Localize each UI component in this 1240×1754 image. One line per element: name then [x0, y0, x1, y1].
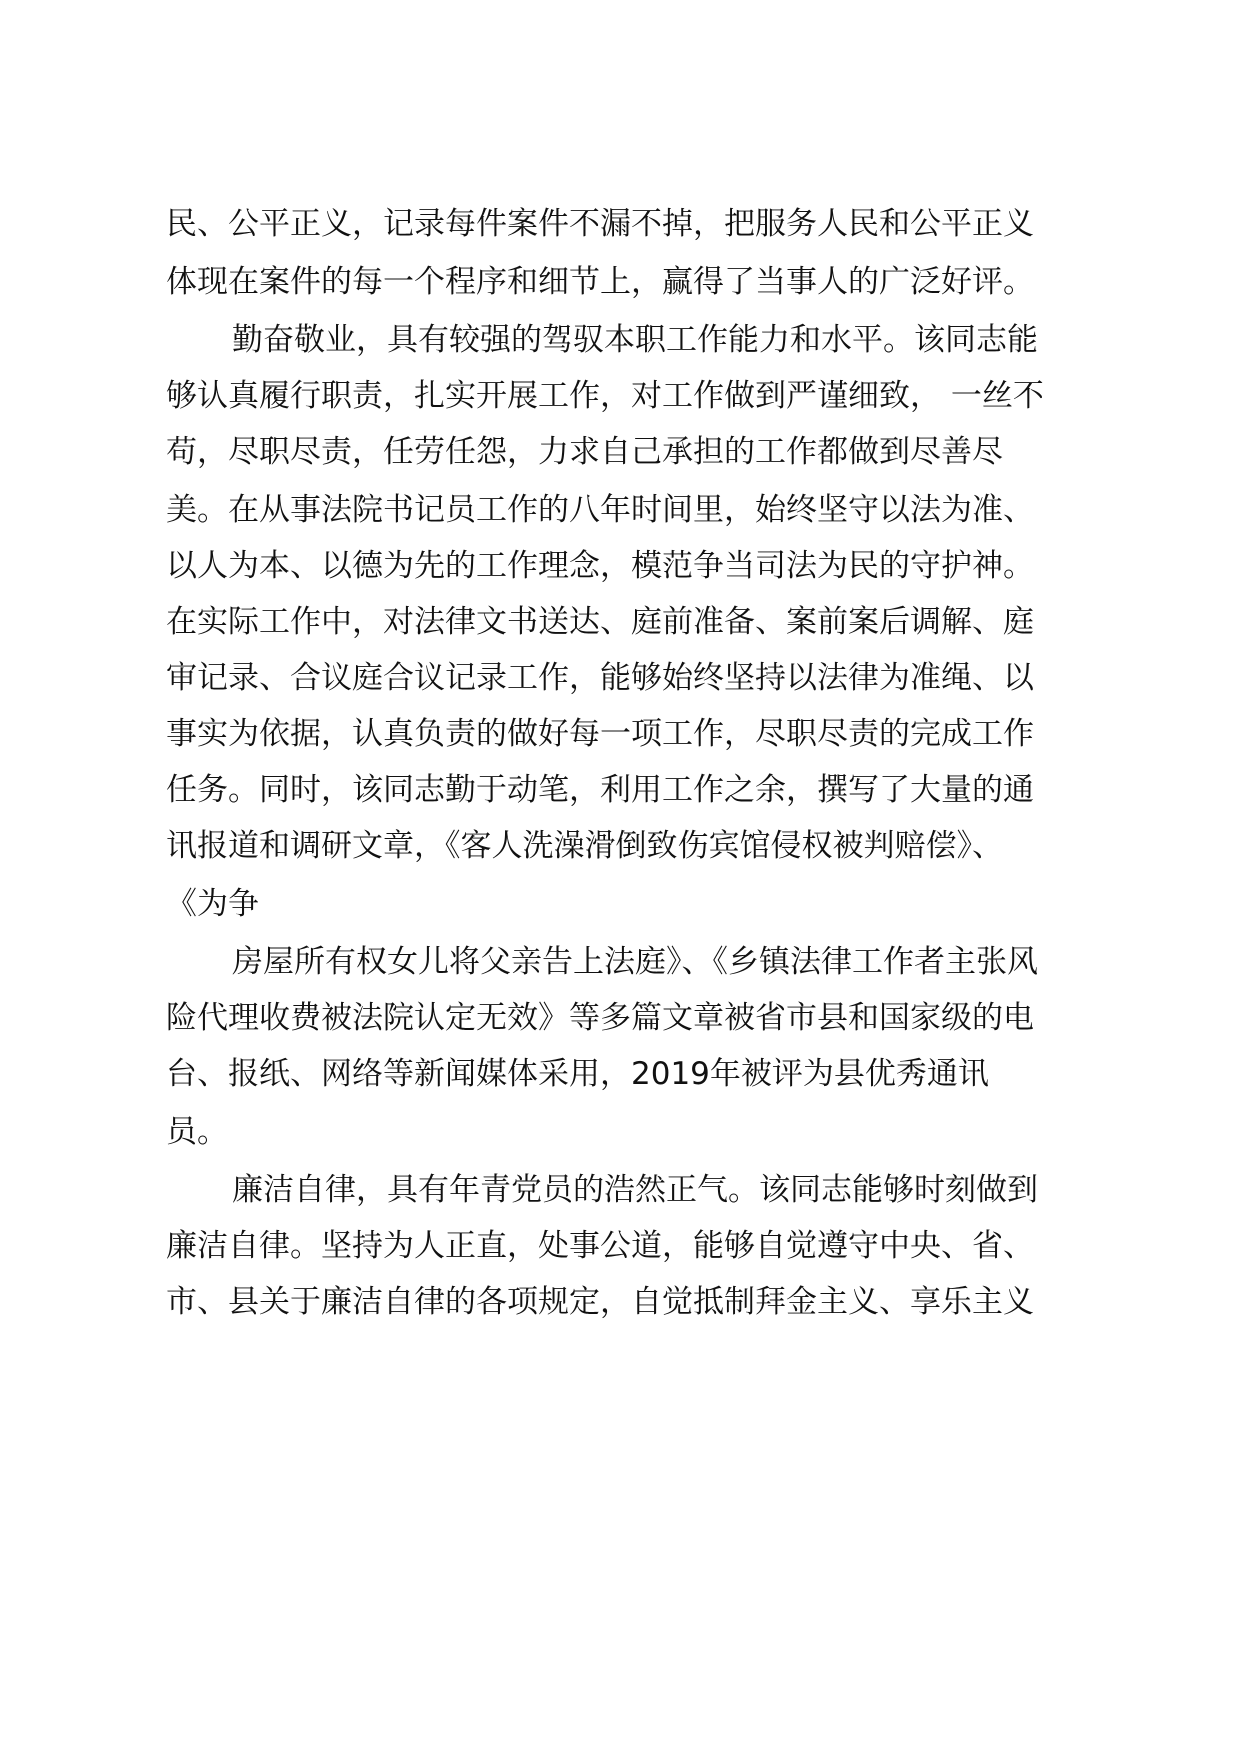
text-line: 员。 — [166, 1114, 228, 1150]
text-line: 市、县关于廉洁自律的各项规定，自觉抵制拜金主义、享乐主义 — [166, 1284, 1034, 1320]
text-line: 以人为本、以德为先的工作理念，模范争当司法为民的守护神。 — [166, 548, 1034, 584]
text-line: 讯报道和调研文章，《客人洗澡滑倒致伤宾馆侵权被判赔偿》、 — [166, 828, 1003, 864]
text-line: 任务。同时，该同志勤于动笔，利用工作之余，撰写了大量的通 — [166, 772, 1034, 808]
text-line: 美。在从事法院书记员工作的八年时间里，始终坚守以法为准、 — [166, 492, 1034, 528]
text-line: 台、报纸、网络等新闻媒体采用，2019年被评为县优秀通讯 — [166, 1056, 989, 1092]
paragraph-start-line: 勤奋敬业，具有较强的驾驭本职工作能力和水平。该同志能 — [232, 322, 1038, 358]
text-line: 苟，尽职尽责，任劳任怨，力求自己承担的工作都做到尽善尽 — [166, 434, 1003, 470]
text-line: 在实际工作中，对法律文书送达、庭前准备、案前案后调解、庭 — [166, 604, 1034, 640]
text-line: 廉洁自律。坚持为人正直，处事公道，能够自觉遵守中央、省、 — [166, 1228, 1034, 1264]
text-line: 民、公平正义，记录每件案件不漏不掉，把服务人民和公平正义 — [166, 206, 1034, 242]
text-line: 险代理收费被法院认定无效》等多篇文章被省市县和国家级的电 — [166, 1000, 1034, 1036]
text-line: 够认真履行职责，扎实开展工作，对工作做到严谨细致， 一丝不 — [166, 378, 1044, 414]
text-line: 事实为依据，认真负责的做好每一项工作，尽职尽责的完成工作 — [166, 716, 1034, 752]
text-line: 《为争 — [166, 886, 259, 922]
paragraph-start-line: 廉洁自律，具有年青党员的浩然正气。该同志能够时刻做到 — [232, 1172, 1038, 1208]
paragraph-start-line: 房屋所有权女儿将父亲告上法庭》、《乡镇法律工作者主张风 — [232, 944, 1038, 980]
text-line: 体现在案件的每一个程序和细节上，赢得了当事人的广泛好评。 — [166, 264, 1034, 300]
text-line: 审记录、合议庭合议记录工作，能够始终坚持以法律为准绳、以 — [166, 660, 1034, 696]
